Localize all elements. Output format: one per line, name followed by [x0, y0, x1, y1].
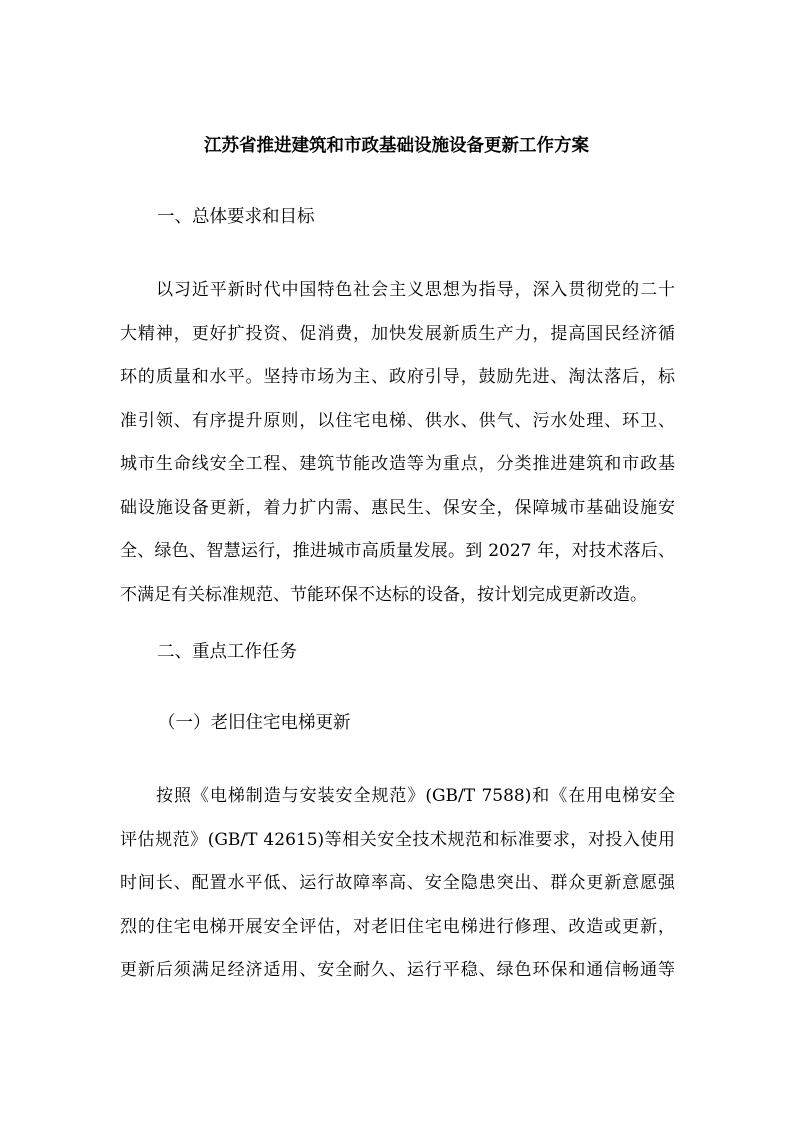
- document-title: 江苏省推进建筑和市政基础设施设备更新工作方案: [204, 136, 589, 156]
- section-heading-general-requirements: 一、总体要求和目标: [157, 207, 315, 227]
- paragraph-elevator-renewal: [120, 783, 675, 1001]
- paragraph-line: 更新后须满足经济适用、安全耐久、运行平稳、绿色环保和通信畅通等: [120, 960, 675, 980]
- paragraph-general-requirements: [120, 277, 675, 625]
- paragraph-line: 础设施设备更新，着力扩内需、惠民生、保安全，保障城市基础设施安: [120, 497, 675, 518]
- subsection-heading-elevator-renewal: （一）老旧住宅电梯更新: [158, 713, 351, 733]
- paragraph-line: 时间长、配置水平低、运行故障率高、安全隐患突出、群众更新意愿强: [120, 873, 675, 893]
- paragraph-line: 按照《电梯制造与安装安全规范》(GB/T 7588)和《在用电梯安全: [156, 786, 675, 806]
- paragraph-line: 烈的住宅电梯开展安全评估，对老旧住宅电梯进行修理、改造或更新，: [120, 916, 675, 937]
- paragraph-line: 全、绿色、智慧运行，推进城市高质量发展。到 2027 年，对技术落后、: [120, 541, 675, 561]
- paragraph-line: 环的质量和水平。坚持市场为主、政府引导，鼓励先进、淘汰落后，标: [120, 367, 675, 387]
- paragraph-line: 准引领、有序提升原则，以住宅电梯、供水、供气、污水处理、环卫、: [120, 410, 675, 431]
- paragraph-line: 评估规范》(GB/T 42615)等相关安全技术规范和标准要求，对投入使用: [120, 829, 675, 850]
- paragraph-line: 以习近平新时代中国特色社会主义思想为指导，深入贯彻党的二十: [156, 280, 675, 300]
- paragraph-line: 城市生命线安全工程、建筑节能改造等为重点，分类推进建筑和市政基: [120, 454, 675, 474]
- paragraph-line: 不满足有关标准规范、节能环保不达标的设备，按计划完成更新改造。: [120, 584, 647, 605]
- section-heading-key-tasks: 二、重点工作任务: [157, 642, 297, 662]
- paragraph-line: 大精神，更好扩投资、促消费，加快发展新质生产力，提高国民经济循: [120, 323, 675, 344]
